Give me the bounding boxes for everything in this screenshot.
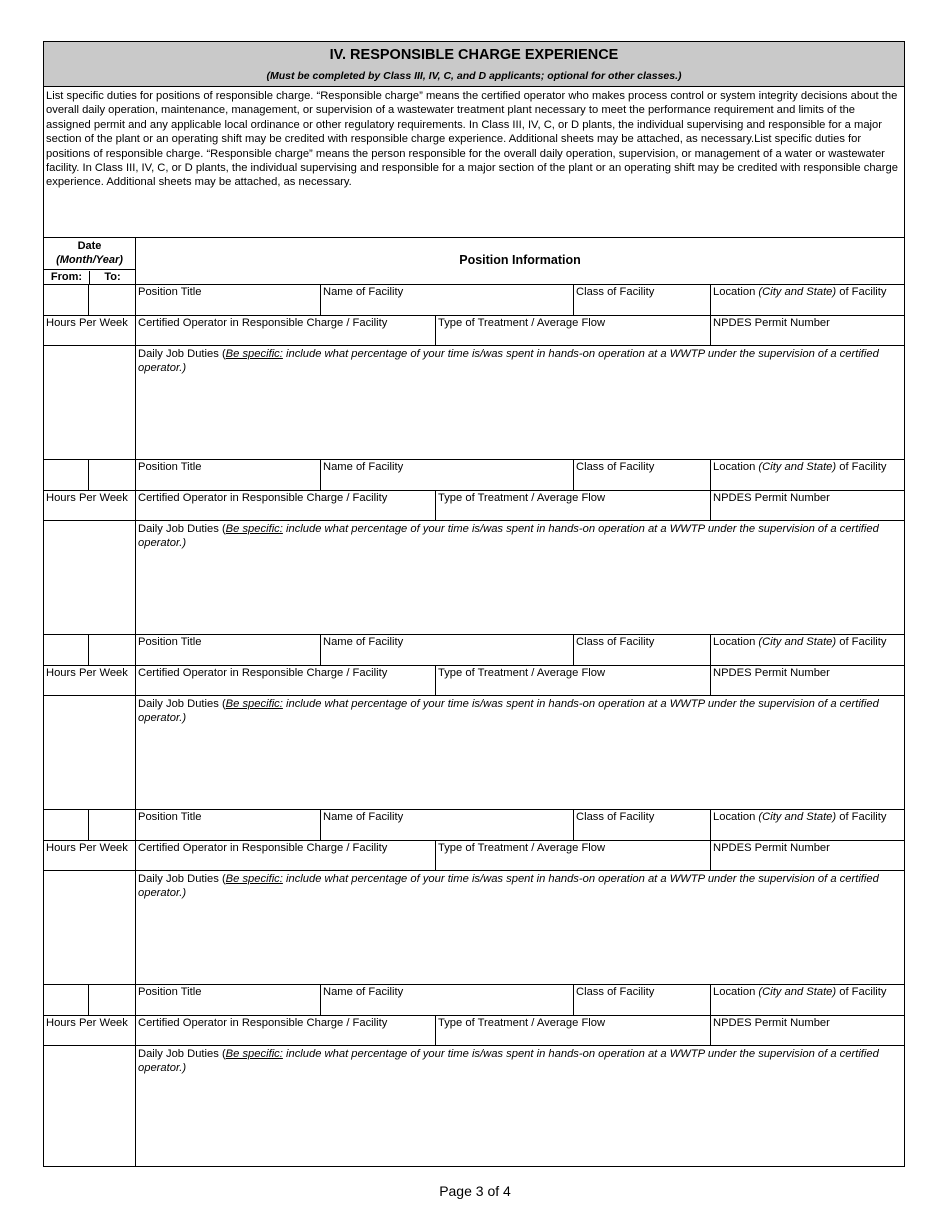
hours-per-week-field[interactable] (44, 1016, 136, 1046)
from-to-header (44, 269, 135, 285)
certified-operator-field[interactable] (136, 1016, 436, 1046)
duties-label-prefix: Daily Job Duties ( (138, 698, 226, 710)
responsible-charge-form (43, 41, 905, 1167)
duties-label-prefix: Daily Job Duties ( (138, 873, 226, 885)
daily-job-duties-field[interactable] (136, 1046, 904, 1166)
to-date-field[interactable] (89, 635, 136, 666)
class-of-facility-label: Class of Facility (576, 986, 655, 998)
name-of-facility-label: Name of Facility (323, 811, 404, 823)
name-of-facility-label: Name of Facility (323, 636, 404, 648)
name-of-facility-field[interactable] (321, 985, 574, 1016)
npdes-permit-field[interactable] (711, 491, 904, 521)
blank-left-cell (44, 696, 136, 809)
location-label-italic: (City and State) (758, 461, 837, 473)
position-title-field[interactable] (136, 460, 321, 491)
location-label-suffix: of Facility (836, 811, 887, 823)
location-label-italic: (City and State) (758, 986, 837, 998)
location-field[interactable] (711, 460, 904, 491)
position-entry (44, 985, 904, 1166)
name-of-facility-label: Name of Facility (323, 461, 404, 473)
section-subtitle: (Must be completed by Class III, IV, C, and D applicants; optional for other classes.) (266, 70, 682, 82)
class-of-facility-label: Class of Facility (576, 811, 655, 823)
npdes-label: NPDES Permit Number (713, 317, 830, 329)
from-date-field[interactable] (44, 635, 89, 666)
type-of-treatment-label: Type of Treatment / Average Flow (438, 317, 606, 329)
location-label-suffix: of Facility (836, 636, 887, 648)
position-information-header: Position Information (459, 253, 581, 267)
class-of-facility-label: Class of Facility (576, 636, 655, 648)
from-date-field[interactable] (44, 985, 89, 1016)
position-title-field[interactable] (136, 810, 321, 841)
name-of-facility-field[interactable] (321, 810, 574, 841)
class-of-facility-field[interactable] (574, 285, 711, 316)
location-label-italic: (City and State) (758, 636, 837, 648)
position-entry (44, 810, 904, 985)
duties-label-rest: include what percentage of your time is/was spent in hands-on operation at a WWTP under the supervision of a certified operator.) (138, 523, 879, 549)
type-of-treatment-field[interactable] (436, 841, 711, 871)
npdes-label: NPDES Permit Number (713, 492, 830, 504)
hours-per-week-label: Hours Per Week (46, 492, 128, 504)
duties-label-rest: include what percentage of your time is/was spent in hands-on operation at a WWTP under the supervision of a certified operator.) (138, 698, 879, 724)
certified-operator-label: Certified Operator in Responsible Charge / Facility (138, 492, 388, 504)
blank-left-cell (44, 871, 136, 984)
type-of-treatment-label: Type of Treatment / Average Flow (438, 842, 606, 854)
hours-per-week-field[interactable] (44, 316, 136, 346)
certified-operator-field[interactable] (136, 316, 436, 346)
name-of-facility-field[interactable] (321, 635, 574, 666)
daily-job-duties-field[interactable] (136, 521, 904, 634)
daily-job-duties-field[interactable] (136, 871, 904, 984)
certified-operator-label: Certified Operator in Responsible Charge / Facility (138, 1017, 388, 1029)
npdes-permit-field[interactable] (711, 841, 904, 871)
certified-operator-field[interactable] (136, 841, 436, 871)
type-of-treatment-field[interactable] (436, 1016, 711, 1046)
daily-job-duties-field[interactable] (136, 696, 904, 809)
npdes-permit-field[interactable] (711, 316, 904, 346)
daily-job-duties-field[interactable] (136, 346, 904, 459)
certified-operator-field[interactable] (136, 491, 436, 521)
certified-operator-label: Certified Operator in Responsible Charge / Facility (138, 317, 388, 329)
section-instructions: List specific duties for positions of responsible charge. “Responsible charge” means the certified operator who makes process control or system integrity decisions about the overall daily operation, maintenance, management, or supervision of a wastewater treatment plant necessary to meet the performance requirement and limits of the assigned permit and any applicable local ordinance or other regulatory requirements. In Class III, IV, C, or D plants, the individual supervising and responsible for a major section of the plant or an operating shift may be credited with responsible charge experience. Additional sheets may be attached, as necessary.List specific duties for positions of responsible charge. “Responsible charge” means the person responsible for the overall daily operation, supervision, or management of a water or wastewater facility. In Class III, IV, C, or D plants, the individual supervising and responsible for a major section of the plant or an operating shift may be credited with responsible charge experience. Additional sheets may be attached, as necessary. (44, 87, 904, 238)
certified-operator-label: Certified Operator in Responsible Charge / Facility (138, 667, 388, 679)
duties-label-prefix: Daily Job Duties ( (138, 1048, 226, 1060)
hours-per-week-label: Hours Per Week (46, 667, 128, 679)
duties-be-specific: Be specific: (225, 523, 283, 535)
section-header (44, 42, 904, 87)
npdes-permit-field[interactable] (711, 666, 904, 696)
location-label-suffix: of Facility (836, 286, 887, 298)
class-of-facility-field[interactable] (574, 985, 711, 1016)
position-entry (44, 460, 904, 635)
name-of-facility-field[interactable] (321, 285, 574, 316)
npdes-label: NPDES Permit Number (713, 667, 830, 679)
hours-per-week-field[interactable] (44, 666, 136, 696)
location-field[interactable] (711, 285, 904, 316)
location-label-italic: (City and State) (758, 286, 837, 298)
date-column-header (44, 238, 136, 284)
location-label-prefix: Location (713, 986, 759, 998)
duties-be-specific: Be specific: (225, 348, 283, 360)
position-entry (44, 635, 904, 810)
type-of-treatment-label: Type of Treatment / Average Flow (438, 492, 606, 504)
to-date-field[interactable] (89, 810, 136, 841)
duties-label-rest: include what percentage of your time is/was spent in hands-on operation at a WWTP under the supervision of a certified operator.) (138, 873, 879, 899)
section-title: IV. RESPONSIBLE CHARGE EXPERIENCE (329, 47, 619, 63)
hours-per-week-field[interactable] (44, 491, 136, 521)
location-field[interactable] (711, 635, 904, 666)
location-label-prefix: Location (713, 286, 759, 298)
type-of-treatment-field[interactable] (436, 316, 711, 346)
position-title-label: Position Title (138, 461, 202, 473)
from-date-field[interactable] (44, 285, 89, 316)
page-number: Page 3 of 4 (439, 1183, 511, 1199)
position-entry (44, 285, 904, 460)
location-label-prefix: Location (713, 461, 759, 473)
column-header (44, 238, 904, 285)
blank-left-cell (44, 1046, 136, 1166)
npdes-permit-field[interactable] (711, 1016, 904, 1046)
class-of-facility-field[interactable] (574, 635, 711, 666)
to-label: To: (104, 271, 121, 283)
type-of-treatment-field[interactable] (436, 491, 711, 521)
type-of-treatment-field[interactable] (436, 666, 711, 696)
position-title-label: Position Title (138, 811, 202, 823)
entries (44, 285, 904, 1166)
certified-operator-label: Certified Operator in Responsible Charge / Facility (138, 842, 388, 854)
hours-per-week-label: Hours Per Week (46, 1017, 128, 1029)
to-date-field[interactable] (89, 285, 136, 316)
position-title-field[interactable] (136, 285, 321, 316)
location-field[interactable] (711, 985, 904, 1016)
from-date-field[interactable] (44, 810, 89, 841)
location-label-prefix: Location (713, 811, 759, 823)
npdes-label: NPDES Permit Number (713, 842, 830, 854)
location-label-prefix: Location (713, 636, 759, 648)
type-of-treatment-label: Type of Treatment / Average Flow (438, 667, 606, 679)
duties-label-prefix: Daily Job Duties ( (138, 523, 226, 535)
location-label-suffix: of Facility (836, 986, 887, 998)
hours-per-week-label: Hours Per Week (46, 317, 128, 329)
hours-per-week-label: Hours Per Week (46, 842, 128, 854)
from-label: From: (44, 271, 90, 285)
date-label: Date (77, 240, 102, 252)
class-of-facility-field[interactable] (574, 810, 711, 841)
duties-label-prefix: Daily Job Duties ( (138, 348, 226, 360)
duties-label-rest: include what percentage of your time is/was spent in hands-on operation at a WWTP under the supervision of a certified operator.) (138, 1048, 879, 1074)
class-of-facility-label: Class of Facility (576, 461, 655, 473)
to-date-field[interactable] (89, 460, 136, 491)
name-of-facility-field[interactable] (321, 460, 574, 491)
duties-be-specific: Be specific: (225, 698, 283, 710)
duties-be-specific: Be specific: (225, 873, 283, 885)
duties-label-rest: include what percentage of your time is/was spent in hands-on operation at a WWTP under the supervision of a certified operator.) (138, 348, 879, 374)
location-label-italic: (City and State) (758, 811, 837, 823)
certified-operator-field[interactable] (136, 666, 436, 696)
month-year-label: (Month/Year) (56, 254, 123, 266)
position-title-label: Position Title (138, 286, 202, 298)
location-label-suffix: of Facility (836, 461, 887, 473)
location-field[interactable] (711, 810, 904, 841)
npdes-label: NPDES Permit Number (713, 1017, 830, 1029)
position-title-field[interactable] (136, 985, 321, 1016)
duties-be-specific: Be specific: (225, 1048, 283, 1060)
blank-left-cell (44, 521, 136, 634)
position-title-label: Position Title (138, 986, 202, 998)
blank-left-cell (44, 346, 136, 459)
position-title-field[interactable] (136, 635, 321, 666)
position-title-label: Position Title (138, 636, 202, 648)
class-of-facility-label: Class of Facility (576, 286, 655, 298)
to-date-field[interactable] (89, 985, 136, 1016)
type-of-treatment-label: Type of Treatment / Average Flow (438, 1017, 606, 1029)
name-of-facility-label: Name of Facility (323, 286, 404, 298)
hours-per-week-field[interactable] (44, 841, 136, 871)
from-date-field[interactable] (44, 460, 89, 491)
name-of-facility-label: Name of Facility (323, 986, 404, 998)
class-of-facility-field[interactable] (574, 460, 711, 491)
